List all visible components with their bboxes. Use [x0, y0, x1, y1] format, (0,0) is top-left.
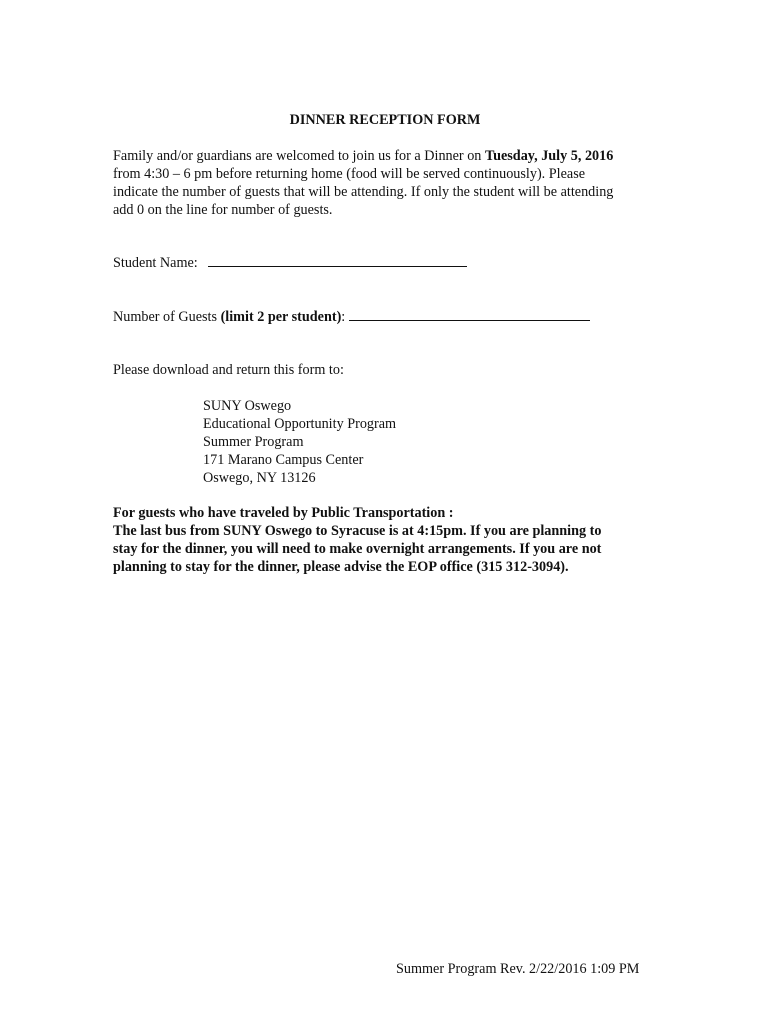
number-of-guests-field[interactable] — [349, 308, 590, 321]
return-instruction: Please download and return this form to: — [113, 362, 344, 378]
revision-footer: Summer Program Rev. 2/22/2016 1:09 PM — [396, 961, 640, 977]
intro-paragraph — [113, 147, 658, 219]
guests-label-colon: : — [341, 309, 346, 325]
guests-limit-label: (limit 2 per student) — [220, 309, 342, 325]
intro-line-4: add 0 on the line for number of guests. — [113, 202, 333, 218]
student-name-field[interactable] — [208, 254, 467, 267]
notice-line-1: The last bus from SUNY Oswego to Syracuse is at 4:15pm. If you are planning to — [113, 523, 602, 539]
address-line: Summer Program — [203, 434, 304, 450]
intro-line-2: from 4:30 – 6 pm before returning home (food will be served continuously). Please — [113, 166, 586, 182]
address-line: 171 Marano Campus Center — [203, 452, 364, 468]
mailing-address — [203, 397, 396, 487]
intro-line-3: indicate the number of guests that will be attending. If only the student will be attending — [113, 184, 614, 200]
intro-line-1 — [113, 147, 658, 165]
address-line: SUNY Oswego — [203, 398, 292, 414]
form-title: DINNER RECEPTION FORM — [289, 112, 481, 128]
address-line: Educational Opportunity Program — [203, 416, 397, 432]
transportation-notice — [113, 504, 658, 576]
event-date: Tuesday, July 5, 2016 — [484, 148, 614, 164]
guests-row — [113, 308, 590, 326]
notice-line-3: planning to stay for the dinner, please advise the EOP office (315 312-3094). — [113, 559, 569, 575]
student-name-row — [113, 254, 467, 272]
intro-text: Family and/or guardians are welcomed to join us for a Dinner on — [113, 148, 485, 164]
address-line: Oswego, NY 13126 — [203, 470, 316, 486]
notice-heading: For guests who have traveled by Public Transportation : — [113, 505, 454, 521]
notice-line-2: stay for the dinner, you will need to make overnight arrangements. If you are not — [113, 541, 602, 557]
guests-label: Number of Guests — [113, 309, 221, 325]
student-name-label: Student Name: — [113, 255, 198, 271]
